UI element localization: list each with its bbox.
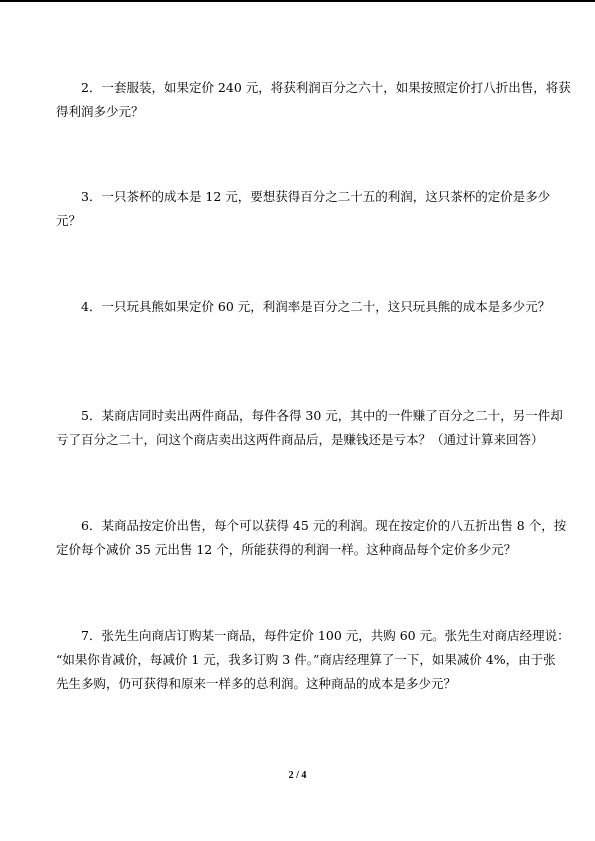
problem-3-line-2: 元？ xyxy=(56,213,82,228)
problem-7-line-3: 先生多购，仍可获得和原来一样多的总利润。这种商品的成本是多少元？ xyxy=(56,676,457,691)
problem-5-line-1: 5．某商店同时卖出两件商品，每件各得 30 元，其中的一件赚了百分之二十，另一件却 xyxy=(81,408,563,423)
problem-7-line-2: “如果你肯减价，每减价 1 元，我多订购 3 件。”商店经理算了一下，如果减价 4%，由于张 xyxy=(56,652,556,667)
page-top-rule xyxy=(0,0,595,2)
problem-2-line-2: 得利润多少元？ xyxy=(56,104,144,119)
problem-2-line-1: 2．一套服装，如果定价 240 元，将获利润百分之六十，如果按照定价打八折出售，将获 xyxy=(81,80,571,95)
page-number: 2 / 4 xyxy=(288,770,307,781)
problem-3 xyxy=(56,185,551,233)
problem-6-line-2: 定价每个减价 35 元出售 12 个，所能获得的利润一样。这种商品每个定价多少元？ xyxy=(56,542,517,557)
problem-6 xyxy=(56,514,567,562)
problem-7-line-1: 7．张先生向商店订购某一商品，每件定价 100 元，共购 60 元。张先生对商店经理说： xyxy=(81,628,570,643)
problem-3-line-1: 3．一只茶杯的成本是 12 元，要想获得百分之二十五的利润，这只茶杯的定价是多少 xyxy=(81,189,551,204)
problem-7 xyxy=(56,624,570,696)
problem-5-line-2: 亏了百分之二十，问这个商店卖出这两件商品后，是赚钱还是亏本？（通过计算来回答） xyxy=(56,432,544,447)
problem-4 xyxy=(56,295,551,319)
problem-4-line-1: 4．一只玩具熊如果定价 60 元，利润率是百分之二十，这只玩具熊的成本是多少元？ xyxy=(81,299,551,314)
problem-6-line-1: 6．某商品按定价出售，每个可以获得 45 元的利润。现在按定价的八五折出售 8 个，按 xyxy=(81,518,567,533)
problem-2 xyxy=(56,76,571,124)
problem-5 xyxy=(56,404,563,452)
